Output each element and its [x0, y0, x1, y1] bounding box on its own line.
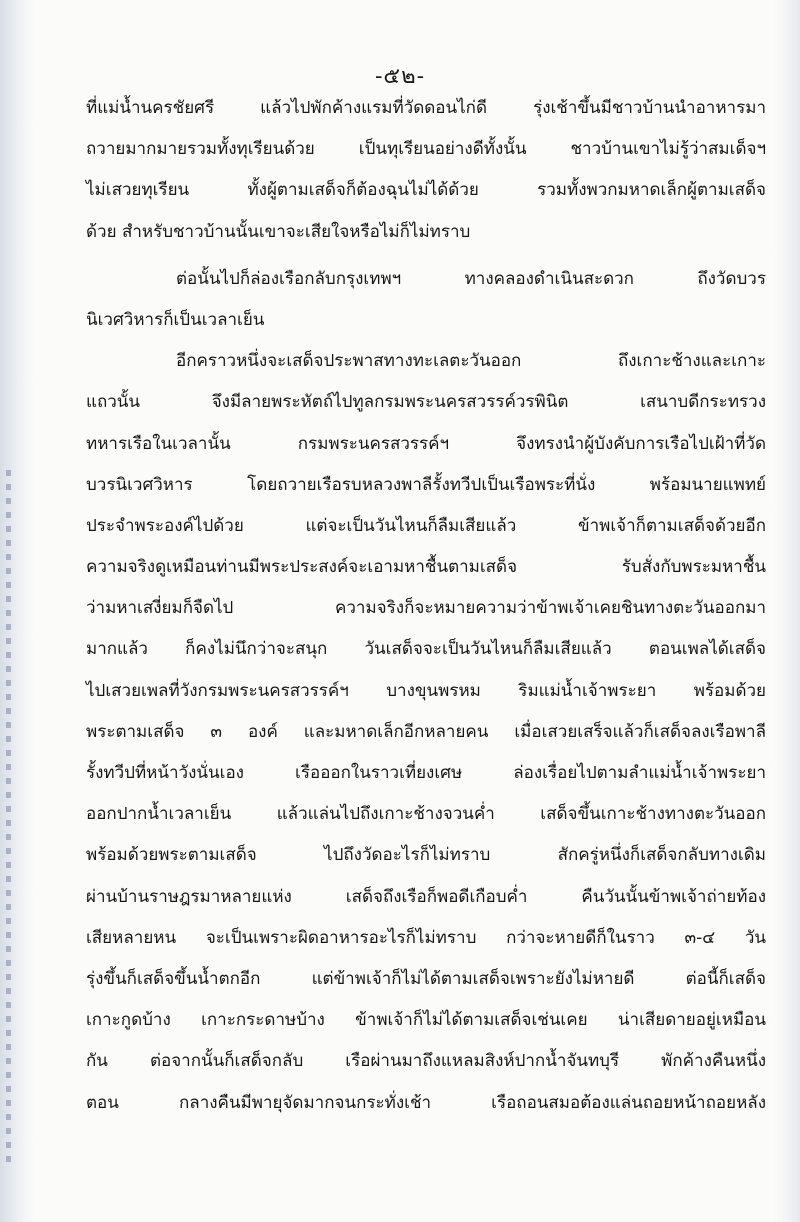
text-line: ความจริงดูเหมือนท่านมีพระประสงค์จะเอามหาชื้นตามเสด็จ รับสั่งกับพระมหาชื้น: [86, 557, 766, 578]
text-line: ผ่านบ้านราษฎรมาหลายแห่ง เสด็จถึงเรือก็พอดีเกือบค่ำ คืนวันนั้นข้าพเจ้าถ่ายท้อง: [86, 886, 766, 907]
text-line: เกาะกูดบ้าง เกาะกระดาษบ้าง ข้าพเจ้าก็ไม่ได้ตามเสด็จเช่นเคย น่าเสียดายอยู่เหมือน: [86, 1010, 766, 1031]
text-line: กัน ต่อจากนั้นก็เสด็จกลับ เรือผ่านมาถึงแหลมสิงห์ปากน้ำจันทบุรี พักค้างคืนหนึ่ง: [86, 1051, 766, 1072]
text-line: พระตามเสด็จ ๓ องค์ และมหาดเล็กอีกหลายคน เมื่อเสวยเสร็จแล้วก็เสด็จลงเรือพาลี: [86, 721, 766, 742]
text-line: ออกปากน้ำเวลาเย็น แล้วแล่นไปถึงเกาะช้างจวนค่ำ เสด็จขึ้นเกาะช้างทางตะวันออก: [86, 804, 766, 825]
text-line: มากแล้ว ก็คงไม่นึกว่าจะสนุก วันเสด็จจะเป็นวันไหนก็ลืมเสียแล้ว ตอนเพลได้เสด็จ: [86, 639, 766, 660]
body-text: [86, 88, 766, 1124]
text-line: ไม่เสวยทุเรียน ทั้งผู้ตามเสด็จก็ต้องฉุนไม่ได้ด้วย รวมทั้งพวกมหาดเล็กผู้ตามเสด็จ: [86, 180, 766, 201]
text-line: รุ่งขึ้นก็เสด็จขึ้นน้ำตกอีก แต่ข้าพเจ้าก็ไม่ได้ตามเสด็จเพราะยังไม่หายดี ต่อนี้ก็เสด็จ: [86, 968, 766, 989]
text-line: บวรนิเวศวิหาร โดยถวายเรือรบหลวงพาลีรั้งทวีปเป็นเรือพระที่นั่ง พร้อมนายแพทย์: [86, 474, 766, 495]
page-outer-edge: [774, 0, 800, 1222]
text-line: ว่ามหาเสงี่ยมก็จืดไป ความจริงก็จะหมายความว่าข้าพเจ้าเคยชินทางตะวันออกมา: [86, 598, 766, 619]
text-line: พร้อมด้วยพระตามเสด็จ ไปถึงวัดอะไรก็ไม่ทราบ สักครู่หนึ่งก็เสด็จกลับทางเดิม: [86, 845, 766, 866]
text-line: ที่แม่น้ำนครชัยศรี แล้วไปพักค้างแรมที่วัดดอนไก่ดี รุ่งเช้าขึ้นมีชาวบ้านนำอาหารมา: [86, 98, 766, 118]
text-line: ไปเสวยเพลที่วังกรมพระนครสวรรค์ฯ บางขุนพรหม ริมแม่น้ำเจ้าพระยา พร้อมด้วย: [86, 680, 766, 701]
binding-stitch-marks: [6, 470, 11, 1170]
text-line: อีกคราวหนึ่งจะเสด็จประพาสทางทะเลตะวันออก ถึงเกาะช้างและเกาะ: [176, 351, 766, 372]
text-line: ตอน กลางคืนมีพายุจัดมากจนกระทั่งเช้า เรือถอนสมอต้องแล่นถอยหน้าถอยหลัง: [86, 1092, 766, 1113]
text-line: ทหารเรือในเวลานั้น กรมพระนครสวรรค์ฯ จึงทรงนำผู้บังคับการเรือไปเฝ้าที่วัด: [86, 433, 766, 454]
text-line: เสียหลายหน จะเป็นเพราะผิดอาหารอะไรก็ไม่ทราบ กว่าจะหายดีก็ในราว ๓-๔ วัน: [86, 927, 766, 948]
text-line: ถวายมากมายรวมทั้งทุเรียนด้วย เป็นทุเรียนอย่างดีทั้งนั้น ชาวบ้านเขาไม่รู้ว่าสมเด็จฯ: [86, 139, 766, 160]
page-binding-edge: [0, 0, 34, 1222]
text-line: รั้งทวีปที่หน้าวังนั่นเอง เรือออกในราวเที่ยงเศษ ล่องเรื่อยไปตามลำแม่น้ำเจ้าพระยา: [86, 763, 766, 783]
text-line: ประจำพระองค์ไปด้วย แต่จะเป็นวันไหนก็ลืมเสียแล้ว ข้าพเจ้าก็ตามเสด็จด้วยอีก: [86, 515, 766, 536]
text-line: แถวนั้น จึงมีลายพระหัตถ์ไปทูลกรมพระนครสวรรค์วรพินิต เสนาบดีกระทรวง: [86, 392, 766, 413]
text-line: ต่อนั้นไปก็ล่องเรือกลับกรุงเทพฯ ทางคลองดำเนินสะดวก ถึงวัดบวร: [176, 268, 766, 289]
page-number: -๕๒-: [374, 64, 426, 89]
text-line: ด้วย สำหรับชาวบ้านนั้นเขาจะเสียใจหรือไม่ก็ไม่ทราบ: [86, 221, 471, 242]
text-line: นิเวศวิหารก็เป็นเวลาเย็น: [86, 309, 265, 330]
